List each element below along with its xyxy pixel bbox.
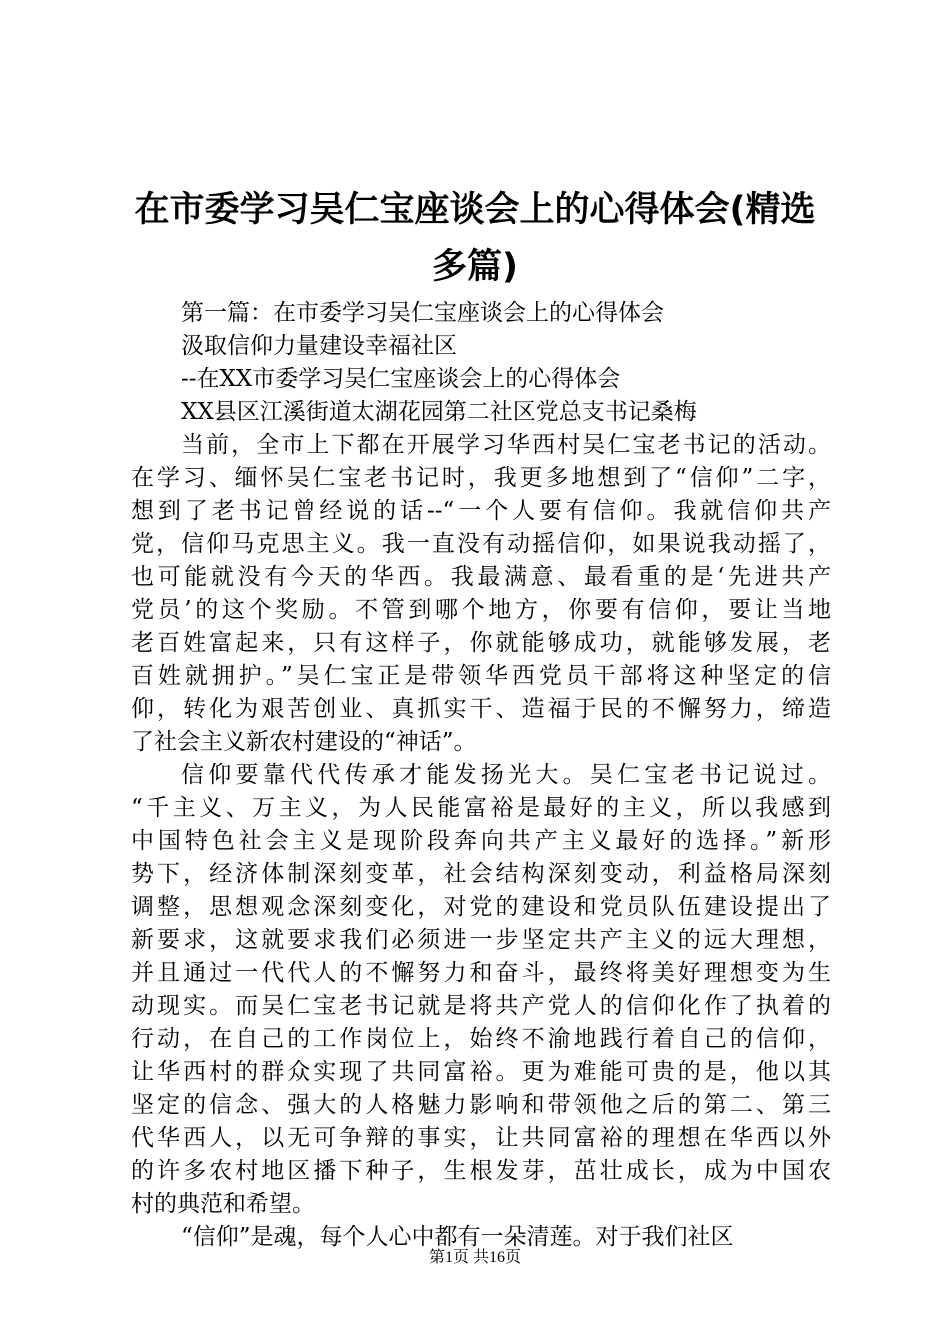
section-subtitle-2: --在XX市委学习吴仁宝座谈会上的心得体会 <box>181 366 621 392</box>
body-line: “千主义、万主义，为人民能富裕是最好的主义，所以我感到 <box>131 795 831 821</box>
body-line: 仰，转化为艰苦创业、真抓实干、造福于民的不懈努力，缔造 <box>131 696 831 722</box>
body-line: 也可能就没有今天的华西。我最满意、最看重的是‘先进共产 <box>131 564 831 590</box>
body-line: 代华西人，以无可争辩的事实，让共同富裕的理想在华西以外 <box>131 1125 831 1151</box>
body-line: “信仰”是魂，每个人心中都有一朵清莲。对于我们社区 <box>181 1224 734 1250</box>
body-line: 新要求，这就要求我们必须进一步坚定共产主义的远大理想， <box>131 927 831 953</box>
body-line: 想到了老书记曾经说的话--“一个人要有信仰。我就信仰共产 <box>131 498 831 524</box>
body-line: 并且通过一代代人的不懈努力和奋斗，最终将美好理想变为生 <box>131 960 831 986</box>
body-line: 调整，思想观念深刻变化，对党的建设和党员队伍建设提出了 <box>131 894 831 920</box>
body-line: 动现实。而吴仁宝老书记就是将共产党人的信仰化作了执着的 <box>131 993 831 1019</box>
body-line: 当前，全市上下都在开展学习华西村吴仁宝老书记的活动。 <box>181 432 831 458</box>
body-line: 的许多农村地区播下种子，生根发芽，茁壮成长，成为中国农 <box>131 1158 831 1184</box>
body-line: 信仰要靠代代传承才能发扬光大。吴仁宝老书记说过。 <box>181 762 831 788</box>
page-footer: 第1页 共16页 <box>428 1249 521 1266</box>
body-line: 百姓就拥护。”吴仁宝正是带领华西党员干部将这种坚定的信 <box>131 663 831 689</box>
body-line: 让华西村的群众实现了共同富裕。更为难能可贵的是，他以其 <box>131 1059 831 1085</box>
body-line: 老百姓富起来，只有这样子，你就能够成功，就能够发展，老 <box>131 630 831 656</box>
body-line: 行动，在自己的工作岗位上，始终不渝地践行着自己的信仰， <box>131 1026 831 1052</box>
body-line: 了社会主义新农村建设的“神话”。 <box>131 729 477 755</box>
body-line: 在学习、缅怀吴仁宝老书记时，我更多地想到了“信仰”二字， <box>131 465 831 491</box>
section-subtitle: 汲取信仰力量建设幸福社区 <box>181 333 457 359</box>
body-line: 势下，经济体制深刻变革，社会结构深刻变动，利益格局深刻 <box>131 861 831 887</box>
body-line: 坚定的信念、强大的人格魅力影响和带领他之后的第二、第三 <box>131 1092 831 1118</box>
author-line: XX县区江溪街道太湖花园第二社区党总支书记桑梅 <box>181 399 697 425</box>
body-line: 党员’的这个奖励。不管到哪个地方，你要有信仰，要让当地 <box>131 597 831 623</box>
document-title-line-2: 多篇) <box>432 247 518 287</box>
body-line: 村的典范和希望。 <box>131 1191 315 1217</box>
body-line: 中国特色社会主义是现阶段奔向共产主义最好的选择。”新形 <box>131 828 831 854</box>
section-heading: 第一篇：在市委学习吴仁宝座谈会上的心得体会 <box>181 300 664 326</box>
body-line: 党，信仰马克思主义。我一直没有动摇信仰，如果说我动摇了， <box>131 531 831 557</box>
document-title-line-1: 在市委学习吴仁宝座谈会上的心得体会(精选 <box>134 190 816 230</box>
